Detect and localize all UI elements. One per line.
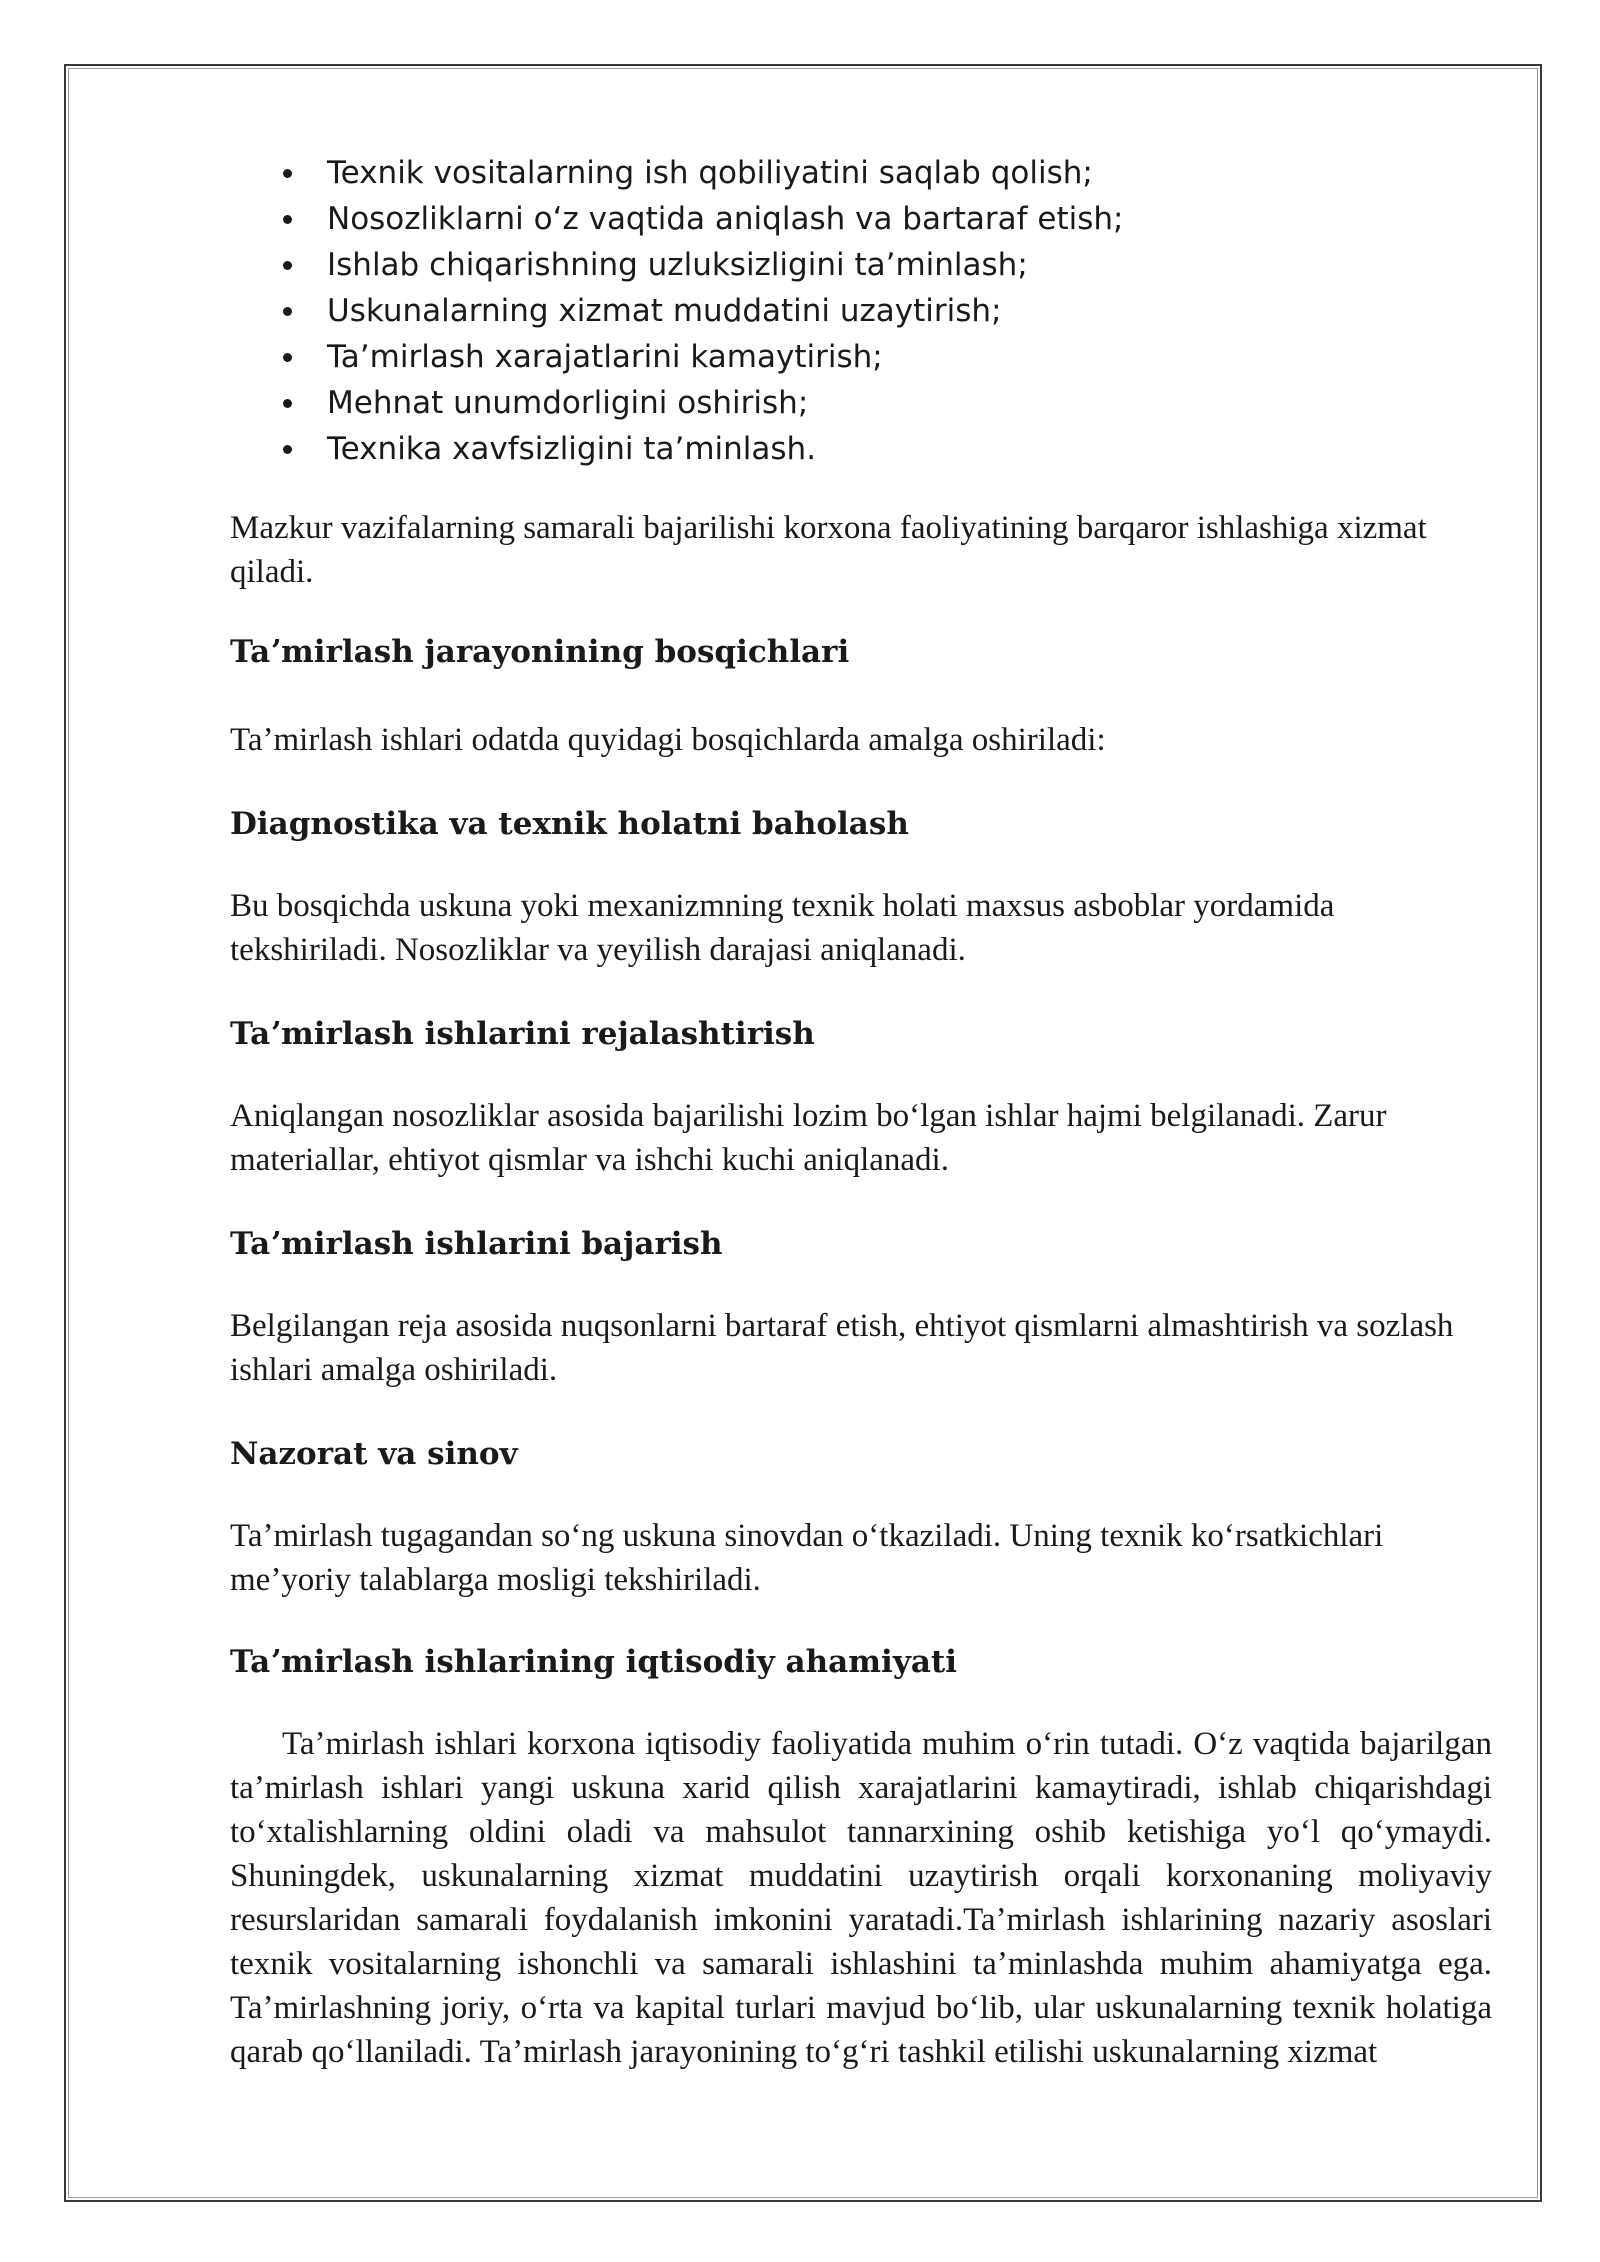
list-item-text: Mehnat unumdorligini oshirish; <box>327 385 809 421</box>
list-item-text: Ishlab chiqarishning uzluksizligini taʼminlash; <box>327 247 1028 283</box>
bullet-icon <box>283 445 292 454</box>
stage-heading-diagnostics: Diagnostika va texnik holatni baholash <box>230 806 909 842</box>
bullet-icon <box>283 215 292 224</box>
list-item <box>230 288 1492 334</box>
bullet-icon <box>283 399 292 408</box>
list-item-text: Nosozliklarni oʻz vaqtida aniqlash va bartaraf etish; <box>327 201 1124 237</box>
stage-heading-execution: Taʼmirlash ishlarini bajarish <box>230 1226 723 1262</box>
section-heading-economics: Taʼmirlash ishlarining iqtisodiy ahamiyati <box>230 1644 958 1680</box>
stage-text-control: Taʼmirlash tugagandan soʻng uskuna sinovdan oʻtkaziladi. Uning texnik koʻrsatkichlari meʼyoriy talablarga mosligi tekshiriladi. <box>230 1518 1384 1598</box>
economics-paragraph: Taʼmirlash ishlari korxona iqtisodiy faoliyatida muhim oʻrin tutadi. Oʻz vaqtida bajarilgan taʼmirlash ishlari yangi uskuna xarid qilish xarajatlarini kamaytiradi, ishlab chiqarishdagi toʻxtalishlarning oldini oladi va mahsulot tannarxining oshib ketishiga yoʻl qoʻymaydi. Shuningdek, uskunalarning xizmat muddatini uzaytirish orqali korxonaning moliyaviy resurslaridan samarali foydalanish imkonini yaratadi.Taʼmirlash ishlarining nazariy asoslari texnik vositalarning ishonchli va samarali ishlashini taʼminlashda muhim ahamiyatga ega. Taʼmirlashning joriy, oʻrta va kapital turlari mavjud boʻlib, ular uskunalarning texnik holatiga qarab qoʻllaniladi. Taʼmirlash jarayonining toʻgʻri tashkil etilishi uskunalarning xizmat <box>230 1726 1492 2070</box>
stage-text-execution: Belgilangan reja asosida nuqsonlarni bartaraf etish, ehtiyot qismlarni almashtirish va sozlash ishlari amalga oshiriladi. <box>230 1308 1454 1388</box>
bullet-icon <box>283 307 292 316</box>
bullet-icon <box>283 169 292 178</box>
list-item-text: Texnik vositalarning ish qobiliyatini saqlab qolish; <box>327 155 1093 191</box>
section-heading-stages: Taʼmirlash jarayonining bosqichlari <box>230 634 850 670</box>
stage-text-diagnostics: Bu bosqichda uskuna yoki mexanizmning texnik holati maxsus asboblar yordamida tekshiriladi. Nosozliklar va yeyilish darajasi aniqlanadi. <box>230 888 1335 968</box>
list-item-text: Taʼmirlash xarajatlarini kamaytirish; <box>327 339 883 375</box>
bullet-icon <box>283 353 292 362</box>
bullet-icon <box>283 261 292 270</box>
stage-text-planning: Aniqlangan nosozliklar asosida bajarilishi lozim boʻlgan ishlar hajmi belgilanadi. Zarur materiallar, ehtiyot qismlar va ishchi kuchi aniqlanadi. <box>230 1098 1387 1178</box>
list-item <box>230 242 1492 288</box>
list-item <box>230 196 1492 242</box>
task-bullet-list <box>230 150 1492 472</box>
stages-lead-paragraph: Taʼmirlash ishlari odatda quyidagi bosqichlarda amalga oshiriladi: <box>230 722 1106 758</box>
intro-paragraph: Mazkur vazifalarning samarali bajarilishi korxona faoliyatining barqaror ishlashiga xizmat qiladi. <box>230 510 1427 590</box>
list-item <box>230 150 1492 196</box>
stage-heading-planning: Taʼmirlash ishlarini rejalashtirish <box>230 1016 815 1052</box>
list-item <box>230 426 1492 472</box>
stage-heading-control: Nazorat va sinov <box>230 1436 518 1472</box>
list-item-text: Uskunalarning xizmat muddatini uzaytirish; <box>327 293 1002 329</box>
list-item-text: Texnika xavfsizligini taʼminlash. <box>327 431 817 467</box>
list-item <box>230 334 1492 380</box>
list-item <box>230 380 1492 426</box>
document-content <box>230 150 1492 2074</box>
